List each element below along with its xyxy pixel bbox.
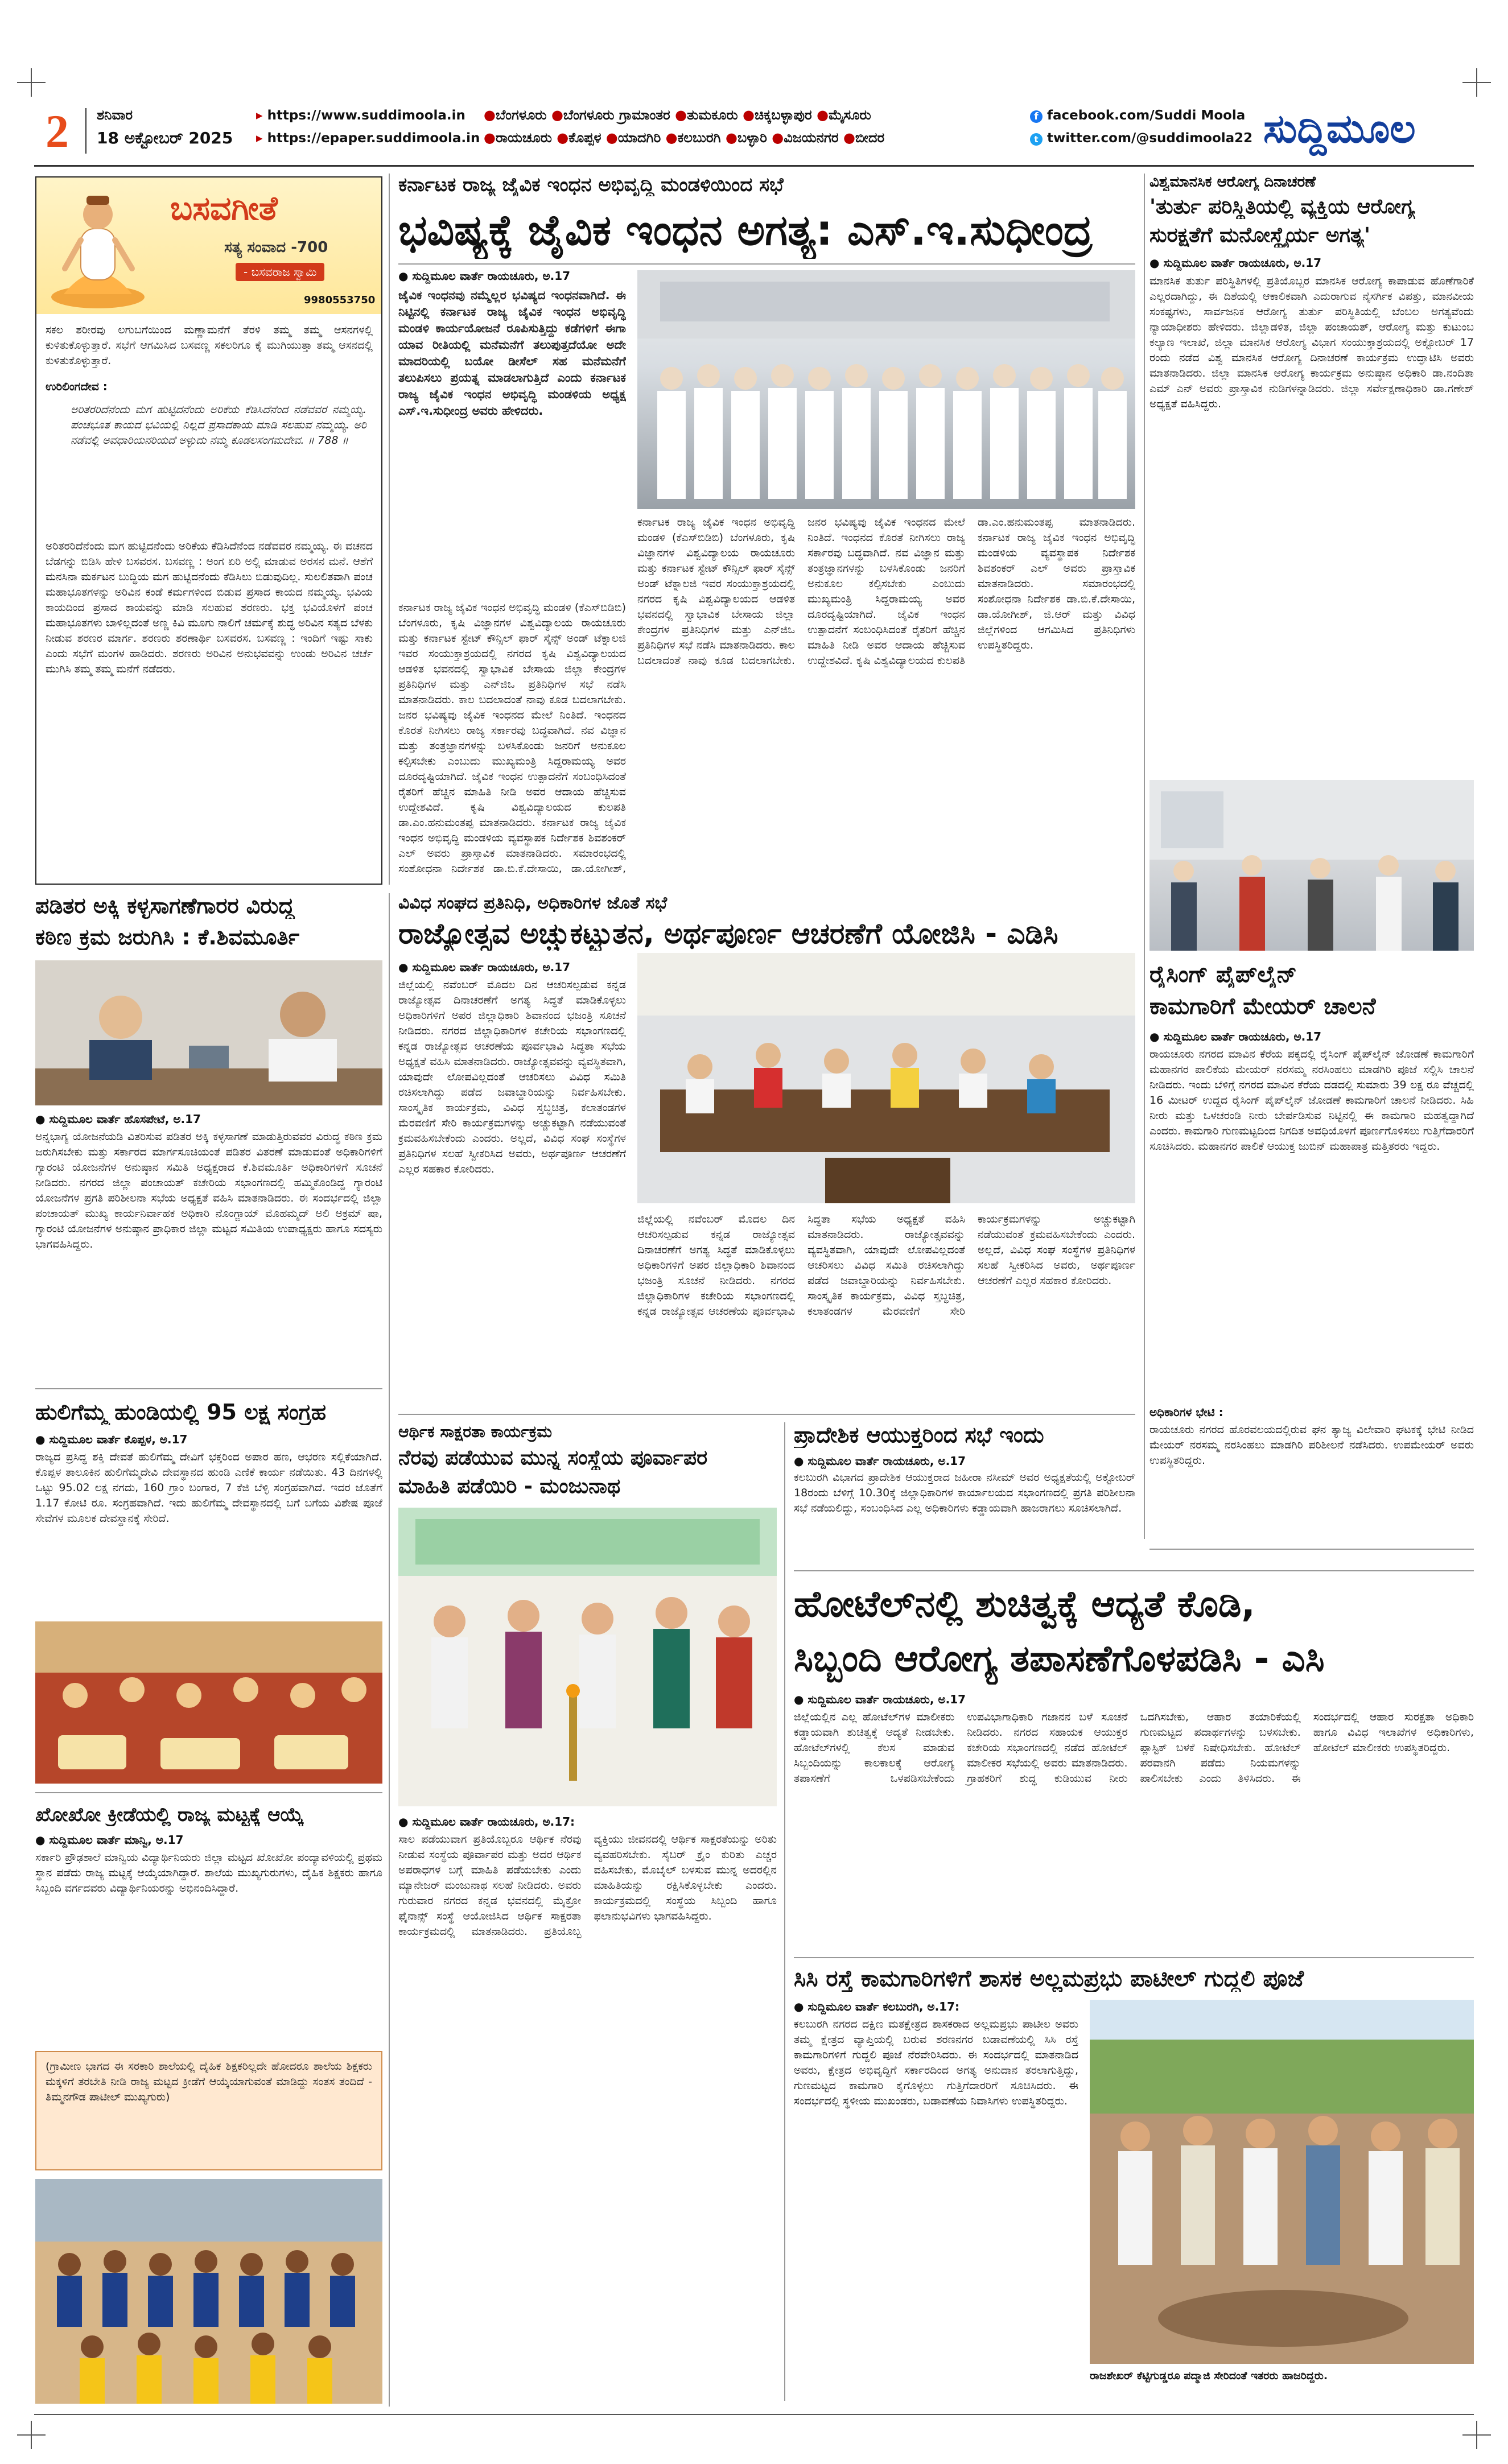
health-headline-2: ಸುರಕ್ಷತೆಗೆ ಮನೋಸ್ಥೈರ್ಯ ಅಗತ್ಯ' xyxy=(1149,224,1371,247)
meeting-byline: ● ಸುದ್ದಿಮೂಲ ವಾರ್ತೆ ರಾಯಚೂರು, ಅ.17 xyxy=(794,1454,966,1468)
issue-date: 18 ಅಕ್ಟೋಬರ್ 2025 xyxy=(97,129,233,147)
footer-rule xyxy=(34,2414,1474,2415)
city: ಚಿಕ್ಕಬಳ್ಳಾಪುರ xyxy=(755,107,812,123)
cc-story xyxy=(794,1966,1474,2407)
basavagite-banner xyxy=(36,178,381,314)
cc-caption: ರಾಜಶೇಖರ್ ಕೆಟ್ಟಿಗುಡ್ಡರೂ ಪದ್ಮಾಜಿ ಸೇರಿದಂತೆ ಇತರರು ಹಾಜರಿದ್ದರು. xyxy=(1090,2370,1328,2382)
cities-row-2: ●ರಾಯಚೂರು ●ಕೊಪ್ಪಳ ●ಯಾದಗಿರಿ ●ಕಲಬುರಗಿ ●ಬಳ್ಳಾರಿ ●ವಿಜಯನಗರ ●ಬೀದರ xyxy=(484,130,885,146)
city: ಬಳ್ಳಾರಿ xyxy=(737,130,767,146)
hundi-photo xyxy=(35,1621,382,1784)
cc-photo xyxy=(1090,2000,1474,2364)
health-photo xyxy=(1149,780,1474,951)
twitter-icon: t xyxy=(1030,133,1043,146)
column-rule xyxy=(784,1422,785,2401)
meeting-story xyxy=(794,1422,1135,1565)
epaper-link[interactable]: ▸ https://epaper.suddimoola.in xyxy=(256,131,480,146)
health-kicker: ವಿಶ್ವಮಾನಸಿಕ ಆರೋಗ್ಯ ದಿನಾಚರಣೆ xyxy=(1149,174,1316,191)
city: ಬೆಂಗಳೂರು xyxy=(495,107,547,123)
column-rule xyxy=(389,893,390,2407)
rajyotsava-story xyxy=(398,893,1135,1408)
section-rule xyxy=(398,1414,1135,1415)
section-rule xyxy=(794,1570,1474,1571)
crop-mark xyxy=(1462,68,1491,97)
health-body: ಮಾನಸಿಕ ತುರ್ತು ಪರಿಸ್ಥಿತಿಗಳಲ್ಲಿ ಪ್ರತಿಯೊಬ್ಬರ ಮಾನಸಿಕ ಆರೋಗ್ಯ ಕಾಪಾಡುವ ಹೊಣೆಗಾರಿಕೆ ಎಲ್ಲರದಾಗಿದ್ದು, ಈ ದಿಶೆಯಲ್ಲಿ ಆಕಾಲಿಕವಾಗಿ ಎದುರಾಗುವ ನೈಸರ್ಗಿಕ ವಿಪತ್ತು, ಮಾನವೀಯ ಸಂಕಷ್ಟಗಳು, ಸಾರ್ವಜನಿಕ ಆರೋಗ್ಯ ತುರ್ತು ಪರಿಸ್ಥಿತಿಯಲ್ಲಿ ಬೆಂಬಲ ಅಗತ್ಯವೆಂದು ನ್ಯಾಯಾಧೀಶರು ಹೇಳಿದರು. ಜಿಲ್ಲಾಡಳಿತ, ಜಿಲ್ಲಾ ಪಂಚಾಯತ್, ಆರೋಗ್ಯ ಮತ್ತು ಕುಟುಂಬ ಕಲ್ಯಾಣ ಇಲಾಖೆ, ಜಿಲ್ಲಾ ಮಾನಸಿಕ ಆರೋಗ್ಯ ವಿಭಾಗ ಸಂಯುಕ್ತಾಶ್ರಯದಲ್ಲಿ ಅಕ್ಟೋಬರ್ 17 ರಂದು ನಡೆದ ವಿಶ್ವ ಮಾನಸಿಕ ಆರೋಗ್ಯ ದಿನಾಚರಣೆ ಕಾರ್ಯಕ್ರಮ ಉದ್ಘಾಟಿಸಿ ಅವರು ಮಾತನಾಡಿದರು. ಜಿಲ್ಲಾ ಮಾನಸಿಕ ಆರೋಗ್ಯ ಕಾರ್ಯಕ್ರಮ ಅನುಷ್ಠಾನ ಅಧಿಕಾರಿ ಡಾ.ನಂದಿತಾ ಎಮ್ ಎನ್ ಅವರು ಪ್ರಾಸ್ತಾವಿಕ ನುಡಿಗಳನ್ನಾಡಿದರು. ಜಿಲ್ಲಾ ಸರ್ವೇಕ್ಷಣಾಧಿಕಾರಿ ಡಾ.ಗಣೇಶ್ ಅಧ್ಯಕ್ಷತೆ ವಹಿಸಿದ್ದರು. xyxy=(1149,275,1474,410)
basavagite-author: - ಬಸವರಾಜ ಸ್ವಾಮಿ xyxy=(236,263,324,281)
hundi-story xyxy=(35,1400,382,1798)
lead-body-col1: ಕರ್ನಾಟಕ ರಾಜ್ಯ ಜೈವಿಕ ಇಂಧನ ಅಭಿವೃದ್ಧಿ ಮಂಡಳಿ (ಕೆಎಸ್‌ಬಿಡಿಬಿ) ಬೆಂಗಳೂರು, ಕೃಷಿ ವಿಜ್ಞಾನಗಳ ವಿಶ್ವವಿದ್ಯಾಲಯ ರಾಯಚೂರು ಮತ್ತು ಕರ್ನಾಟಕ ಸ್ಟೇಟ್ ಕೌನ್ಸಿಲ್ ಫಾರ್ ಸೈನ್ಸ್ ಅಂಡ್ ಟೆಕ್ನಾಲಜಿ ಇವರ ಸಂಯುಕ್ತಾಶ್ರಯದಲ್ಲಿ ನಗರದ ಕೃಷಿ ವಿಶ್ವವಿದ್ಯಾಲಯದ ಆಡಳಿತ ಭವನದಲ್ಲಿ ಸ್ವಾಭಾವಿಕ ಬೇಸಾಯ ಜಿಲ್ಲಾ ಕೇಂದ್ರಗಳ ಪ್ರತಿನಿಧಿಗಳ ಮತ್ತು ಎನ್‌ಜಿಒ ಪ್ರತಿನಿಧಿಗಳ ಸಭೆ ನಡೆಸಿ ಮಾತನಾಡಿದರು. ಕಾಲ ಬದಲಾದಂತೆ ನಾವು ಕೂಡ ಬದಲಾಗಬೇಕು. ಜನರ ಭವಿಷ್ಯವು ಜೈವಿಕ ಇಂಧನದ ಮೇಲೆ ನಿಂತಿದೆ. ಇಂಧನದ ಕೊರತೆ ನೀಗಿಸಲು ರಾಜ್ಯ ಸರ್ಕಾರವು ಬದ್ಧವಾಗಿದೆ. ನವ ವಿಜ್ಞಾನ ಮತ್ತು ತಂತ್ರಜ್ಞಾನಗಳನ್ನು ಬಳಸಿಕೊಂಡು ಜನರಿಗೆ ಅನುಕೂಲ ಕಲ್ಪಿಸಬೇಕು ಎಂಬುದು ಮುಖ್ಯಮಂತ್ರಿ ಸಿದ್ದರಾಮಯ್ಯ ಅವರ ದೂರದೃಷ್ಟಿಯಾಗಿದೆ. ಜೈವಿಕ ಇಂಧನ ಉತ್ಪಾದನೆಗೆ ಸಂಬಂಧಿಸಿದಂತೆ ರೈತರಿಗೆ ಹೆಚ್ಚಿನ ಮಾಹಿತಿ ನೀಡಿ ಅವರ ಆದಾಯ ಹೆಚ್ಚಿಸುವ ಉದ್ದೇಶವಿದೆ. ಕೃಷಿ ವಿಶ್ವವಿದ್ಯಾಲಯದ ಕುಲಪತಿ ಡಾ.ಎಂ.ಹನುಮಂತಪ್ಪ ಮಾತನಾಡಿದರು. ಕರ್ನಾಟಕ ರಾಜ್ಯ ಜೈವಿಕ ಇಂಧನ ಅಭಿವೃದ್ಧಿ ಮಂಡಳಿಯ ವ್ಯವಸ್ಥಾಪಕ ನಿರ್ದೇಶಕ ಶಿವಶಂಕರ್ ಎಲ್ ಅವರು ಪ್ರಾಸ್ತಾವಿಕ ಮಾತನಾಡಿದರು. ಸಮಾರಂಭದಲ್ಲಿ ಸಂಶೋಧನಾ ನಿರ್ದೇಶಕ ಡಾ.ಬಿ.ಕೆ.ದೇಸಾಯಿ, ಡಾ.ಯೋಗೀಶ್, xyxy=(398,601,626,875)
city: ಮೈಸೂರು xyxy=(829,107,871,123)
logo: ಸುದ್ದಿಮೂಲ xyxy=(1263,105,1416,152)
city: ತುಮಕೂರು xyxy=(687,107,738,123)
akki-photo xyxy=(35,960,382,1105)
hundi-body: ರಾಜ್ಯದ ಪ್ರಸಿದ್ಧ ಶಕ್ತಿ ದೇವತೆ ಹುಲಿಗೆಮ್ಮ ದೇವಿಗೆ ಭಕ್ತರಿಂದ ಅಪಾರ ಹಣ, ಆಭರಣ ಸಲ್ಲಿಕೆಯಾಗಿದೆ. ಕೊಪ್ಪಳ ತಾಲೂಕಿನ ಹುಲಿಗೆಮ್ಮದೇವಿ ದೇವಸ್ಥಾನದ ಹುಂಡಿ ಎಣಿಕೆ ಕಾರ್ಯ ನಡೆಯಿತು. 43 ದಿನಗಳಲ್ಲಿ ಒಟ್ಟು 95.02 ಲಕ್ಷ ನಗದು, 160 ಗ್ರಾಂ ಬಂಗಾರ, 7 ಕೆಜಿ ಬೆಳ್ಳಿ ಸಂಗ್ರಹವಾಗಿದೆ. ಇದರ ಜೊತೆಗೆ 1.17 ಕೋಟಿ ರೂ. ಸಂಗ್ರಹವಾಗಿದೆ. ಇದು ಹುಲಿಗೆಮ್ಮ ದೇವಸ್ಥಾನದಲ್ಲಿ ಬಗೆ ಬಗೆಯ ವಿಶೇಷ ಪೂಜೆ ಸೇವೆಗಳ ಮೂಲಕ ದೇವಸ್ಥಾನಕ್ಕೆ ಸೇರಿದೆ. xyxy=(35,1451,382,1525)
rajyotsava-photo xyxy=(637,953,1135,1203)
website-link[interactable]: ▸ https://www.suddimoola.in xyxy=(256,108,465,123)
piping-headline-1: ರೈಸಿಂಗ್ ಪೈಪ್‌ಲೈನ್ xyxy=(1149,961,1297,988)
lead-headline: ಭವಿಷ್ಯಕ್ಕೆ ಜೈವಿಕ ಇಂಧನ ಅಗತ್ಯ: ಎಸ್.ಇ.ಸುಧೀಂದ್ರ xyxy=(398,206,1093,255)
lead-byline: ● ಸುದ್ದಿಮೂಲ ವಾರ್ತೆ ರಾಯಚೂರು, ಅ.17 xyxy=(398,269,571,283)
page-number: 2 xyxy=(46,105,69,157)
hotel-headline-2: ಸಿಬ್ಬಂದಿ ಆರೋಗ್ಯ ತಪಾಸಣೆಗೊಳಪಡಿಸಿ - ಎಸಿ xyxy=(794,1638,1325,1680)
section-rule xyxy=(35,1388,382,1389)
rajyotsava-body-cols: ಜಿಲ್ಲೆಯಲ್ಲಿ ನವೆಂಬರ್ ಮೊದಲ ದಿನ ಆಚರಿಸಲ್ಪಡುವ ಕನ್ನಡ ರಾಜ್ಯೋತ್ಸವ ದಿನಾಚರಣೆಗೆ ಅಗತ್ಯ ಸಿದ್ಧತೆ ಮಾಡಿಕೊಳ್ಳಲು ಅಧಿಕಾರಿಗಳಿಗೆ ಅಪರ ಜಿಲ್ಲಾಧಿಕಾರಿ ಶಿವಾನಂದ ಭಜಂತ್ರಿ ಸೂಚನೆ ನೀಡಿದರು. ನಗರದ ಜಿಲ್ಲಾಧಿಕಾರಿಗಳ ಕಚೇರಿಯ ಸಭಾಂಗಣದಲ್ಲಿ ಕನ್ನಡ ರಾಜ್ಯೋತ್ಸವ ಆಚರಣೆಯ ಪೂರ್ವಭಾವಿ ಸಿದ್ಧತಾ ಸಭೆಯ ಅಧ್ಯಕ್ಷತೆ ವಹಿಸಿ ಮಾತನಾಡಿದರು. ರಾಜ್ಯೋತ್ಸವವನ್ನು ವ್ಯವಸ್ಥಿತವಾಗಿ, ಯಾವುದೇ ಲೋಪವಿಲ್ಲದಂತೆ ಆಚರಿಸಲು ವಿವಿಧ ಸಮಿತಿ ರಚಿಸಲಾಗಿದ್ದು ಪಡೆದ ಜವಾಬ್ದಾರಿಯನ್ನು ನಿರ್ವಹಿಸಬೇಕು. ಸಾಂಸ್ಕೃತಿಕ ಕಾರ್ಯಕ್ರಮ, ವಿವಿಧ ಸ್ತಬ್ಧಚಿತ್ರ, ಕಲಾತಂಡಗಳ ಮೆರವಣಿಗೆ ಸೇರಿ ಕಾರ್ಯಕ್ರಮಗಳನ್ನು ಅಚ್ಚುಕಟ್ಟಾಗಿ ನಡೆಯುವಂತೆ ಕ್ರಮವಹಿಸಬೇಕೆಂದು ಎಂದರು. ಅಲ್ಲದೆ, ವಿವಿಧ ಸಂಘ ಸಂಸ್ಥೆಗಳ ಪ್ರತಿನಿಧಿಗಳ ಸಲಹೆ ಸ್ವೀಕರಿಸಿದ ಅವರು, ಅರ್ಥಪೂರ್ಣ ಆಚರಣೆಗೆ ಎಲ್ಲರ ಸಹಕಾರ ಕೋರಿದರು. xyxy=(637,1213,1135,1318)
city: ಕಲಬುರಗಿ xyxy=(677,130,721,146)
artha-headline-2: ಮಾಹಿತಿ ಪಡೆಯಿರಿ - ಮಂಜುನಾಥ xyxy=(398,1475,621,1498)
health-story xyxy=(1149,174,1474,953)
section-rule xyxy=(1149,1549,1474,1550)
twitter-link[interactable]: t twitter.com/@suddimoola22 xyxy=(1030,131,1252,146)
hundi-headline: ಹುಲಿಗೆಮ್ಮ ಹುಂಡಿಯಲ್ಲಿ 95 ಲಕ್ಷ ಸಂಗ್ರಹ xyxy=(35,1400,327,1425)
hundi-byline: ● ಸುದ್ದಿಮೂಲ ವಾರ್ತೆ ಕೊಪ್ಪಳ, ಅ.17 xyxy=(35,1433,188,1446)
kho-quote: (ಗ್ರಾಮೀಣ ಭಾಗದ ಈ ಸರಕಾರಿ ಶಾಲೆಯಲ್ಲಿ ದೈಹಿಕ ಶಿಕ್ಷಕರಿಲ್ಲದೇ ಹೋದರೂ ಶಾಲೆಯ ಶಿಕ್ಷಕರು ಮಕ್ಕಳಿಗೆ ತರಬೇತಿ ನೀಡಿ ರಾಜ್ಯ ಮಟ್ಟದ ಕ್ರೀಡೆಗೆ ಆಯ್ಕೆಯಾಗುವಂತೆ ಮಾಡಿದ್ದು ಸಂತಸ ತಂದಿದೆ - ತಿಮ್ಮನಗೌಡ ಪಾಟೀಲ್ ಮುಖ್ಯಗುರು) xyxy=(35,2051,382,2170)
cc-headline: ಸಿಸಿ ರಸ್ತೆ ಕಾಮಗಾರಿಗಳಿಗೆ ಶಾಸಕ ಅಲ್ಲಮಪ್ರಭು ಪಾಟೀಲ್ ಗುದ್ದಲಿ ಪೂಜೆ xyxy=(794,1966,1304,1992)
masthead-rule xyxy=(34,165,1474,167)
artha-body: ಸಾಲ ಪಡೆಯುವಾಗ ಪ್ರತಿಯೊಬ್ಬರೂ ಆರ್ಥಿಕ ನೆರವು ನೀಡುವ ಸಂಸ್ಥೆಯ ಪೂರ್ವಾಪರ ಮತ್ತು ಅದರ ಆರ್ಥಿಕ ಅಪರಾಧಗಳ ಬಗ್ಗೆ ಮಾಹಿತಿ ಪಡೆಯಬೇಕು ಎಂದು ಮ್ಯಾನೇಜರ್ ಮಂಜುನಾಥ ಸಲಹೆ ನೀಡಿದರು. ಅವರು ಗುರುವಾರ ನಗರದ ಕನ್ನಡ ಭವನದಲ್ಲಿ ಮೈಕ್ರೋ ಫೈನಾನ್ಸ್ ಸಂಸ್ಥೆ ಆಯೋಜಿಸಿದ ಆರ್ಥಿಕ ಸಾಕ್ಷರತಾ ಕಾರ್ಯಕ್ರಮದಲ್ಲಿ ಮಾತನಾಡಿದರು. ಪ್ರತಿಯೊಬ್ಬ ವ್ಯಕ್ತಿಯು ಜೀವನದಲ್ಲಿ ಆರ್ಥಿಕ ಸಾಕ್ಷರತೆಯನ್ನು ಅರಿತು ವ್ಯವಹರಿಸಬೇಕು. ಸೈಬರ್ ಕ್ರೈಂ ಕುರಿತು ಎಚ್ಚರ ವಹಿಸಬೇಕು, ಮೊಬೈಲ್ ಬಳಸುವ ಮುನ್ನ ಅದರಲ್ಲಿನ ಮಾಹಿತಿಯನ್ನು ರಕ್ಷಿಸಿಕೊಳ್ಳಬೇಕು ಎಂದರು. ಕಾರ್ಯಕ್ರಮದಲ್ಲಿ ಸಂಸ್ಥೆಯ ಸಿಬ್ಬಂದಿ ಹಾಗೂ ಫಲಾನುಭವಿಗಳು ಭಾಗವಹಿಸಿದ್ದರು. xyxy=(398,1833,777,1938)
basavagite-body: ಅರಿತರರಿದೆನೆಂದು ಮಗ ಹುಟ್ಟಿದನೆಂದು ಅರಿಕೆಯ ಕೆಡಿಸಿದೆನೆಂದ ನಡೆವವರ ನಮ್ಮಯ್ಯ. ಈ ವಚನದ ಬೆಡಗನ್ನು ಬಿಡಿಸಿ ಹೇಳಿ ಬಸವರಸ. ಬಸವಣ್ಣ : ಅಂಗ ಏರಿ ಅಲ್ಲಿ ಮಾಡುವ ಅರಸನ ಮನೆ. ಆಶೆಗೆ ಮನಸಿನಾ ಮರ್ಕಟನ ಬುದ್ಧಿಯ ಮಗ ಹುಟ್ಟಿದನೆಂದು ಕೆಡಿಸಿಲು ಬಿಡುವುದಿಲ್ಲ. ಸುಲಲಿತವಾಗಿ ಪಂಚ ಮಹಾಭೂತಗಳನ್ನು ಅರಿವಿನ ಕಂಡೆ ಕರ್ಮಗಳಿಂದ ಬಿಡುವ ಪ್ರಸಾದ ಕಾಯದ ನಮ್ಮಯ್ಯ. ಭವಿಯ ಕಾಯದಿಂದ ಪ್ರಸಾದ ಕಾಯವನ್ನು ಮಾಡಿ ಸಲಹುವ ಶರಣರು. ಭಕ್ತ ಭವಿಯೊಳಗೆ ಪಂಚ ಮಹಾಭೂತಗಳು ಬಾಳಿಲ್ಲದಂತೆ ಅಣ್ಣ ಕಿವಿ ಮೂಗು ನಾಲಿಗೆ ಚರ್ಮಕ್ಕೆ ಶುದ್ಧ ಅರಿವಿನ ಸತ್ಯದ ಬೆಳಕು ನೀಡುವ ಶರಣರ ಮಾರ್ಗ. ಶರಣರು ಶರಣಾರ್ಥಿ ಬಸವರಸ. ಬಸವಣ್ಣ : ಇಂದಿಗೆ ಇಷ್ಟು ಸಾಕು ಎಂದು ಸಭೆಗೆ ಮಂಗಳ ಹಾಡಿದರು. ಶರಣರು ಅರಿವಿನ ಅನುಭವವನ್ನು ಉಂಡು ಅರಿವಿನ ಚರ್ಚೆ ಮುಗಿಸಿ ತಮ್ಮ ತಮ್ಮ ಮನೆಗೆ ನಡೆದರು. xyxy=(46,540,373,675)
basavagite-title: ಬಸವಗೀತೆ xyxy=(170,189,278,228)
basavanna-illustration xyxy=(47,183,149,311)
kho-byline: ● ಸುದ್ದಿಮೂಲ ವಾರ್ತೆ ಮಾನ್ವಿ, ಅ.17 xyxy=(35,1833,184,1847)
facebook-icon: f xyxy=(1030,110,1043,123)
lead-story xyxy=(398,174,1135,882)
facebook-link[interactable]: f facebook.com/Suddi Moola xyxy=(1030,108,1245,123)
artha-photo xyxy=(398,1508,777,1806)
artha-kicker: ಆರ್ಥಿಕ ಸಾಕ್ಷರತಾ ಕಾರ್ಯಕ್ರಮ xyxy=(398,1422,553,1441)
hotel-story xyxy=(794,1579,1474,1951)
lead-kicker: ಕರ್ನಾಟಕ ರಾಜ್ಯ ಜೈವಿಕ ಇಂಧನ ಅಭಿವೃದ್ಧಿ ಮಂಡಳಿಯಿಂದ ಸಭೆ xyxy=(398,174,784,196)
cc-body: ಕಲಬುರಗಿ ನಗರದ ದಕ್ಷಿಣ ಮತಕ್ಷೇತ್ರದ ಶಾಸಕರಾದ ಅಲ್ಲಮಪ್ರಭು ಪಾಟೀಲ ಅವರು ತಮ್ಮ ಕ್ಷೇತ್ರದ ವ್ಯಾಪ್ತಿಯಲ್ಲಿ ಬರುವ ಶರಣನಗರ ಬಡಾವಣೆಯಲ್ಲಿ ಸಿಸಿ ರಸ್ತೆ ಕಾಮಗಾರಿಗಳಿಗೆ ಗುದ್ದಲಿ ಪೂಜೆ ನೆರವೇರಿಸಿದರು. ಈ ಸಂದರ್ಭದಲ್ಲಿ ಮಾತನಾಡಿದ ಅವರು, ಕ್ಷೇತ್ರದ ಅಭಿವೃದ್ಧಿಗೆ ಸರ್ಕಾರದಿಂದ ಅಗತ್ಯ ಅನುದಾನ ತರಲಾಗುತ್ತಿದ್ದು, ಗುಣಮಟ್ಟದ ಕಾಮಗಾರಿ ಕೈಗೊಳ್ಳಲು ಗುತ್ತಿಗೆದಾರರಿಗೆ ಸೂಚಿಸಿದರು. ಈ ಸಂದರ್ಭದಲ್ಲಿ ಸ್ಥಳೀಯ ಮುಖಂಡರು, ಬಡಾವಣೆಯ ನಿವಾಸಿಗಳು ಉಪಸ್ಥಿತರಿದ್ದರು. xyxy=(794,2018,1078,2107)
section-rule xyxy=(794,1957,1474,1958)
artha-story xyxy=(398,1422,777,2401)
rajyotsava-byline: ● ಸುದ್ದಿಮೂಲ ವಾರ್ತೆ ರಾಯಚೂರು, ಅ.17 xyxy=(398,960,571,974)
lead-rule xyxy=(398,263,1135,265)
city: ಕೊಪ್ಪಳ xyxy=(568,130,601,146)
health-headline-1: 'ತುರ್ತು ಪರಿಸ್ಥಿತಿಯಲ್ಲಿ ವ್ಯಕ್ತಿಯ ಆರೋಗ್ಯ xyxy=(1149,195,1415,218)
rajyotsava-kicker: ವಿವಿಧ ಸಂಘದ ಪ್ರತಿನಿಧಿ, ಅಧಿಕಾರಿಗಳ ಜೊತೆ ಸಭೆ xyxy=(398,893,668,913)
issue-day: ಶನಿವಾರ xyxy=(97,107,133,123)
masthead-divider xyxy=(85,108,86,154)
meeting-body: ಕಲಬುರಗಿ ವಿಭಾಗದ ಪ್ರಾದೇಶಿಕ ಆಯುಕ್ತರಾದ ಜಹೀರಾ ನಸೀಮ್ ಅವರ ಅಧ್ಯಕ್ಷತೆಯಲ್ಲಿ ಅಕ್ಟೋಬರ್ 18ರಂದು ಬೆಳಿಗ್ಗೆ 10.30ಕ್ಕೆ ಜಿಲ್ಲಾಧಿಕಾರಿಗಳ ಕಾರ್ಯಾಲಯದ ಸಭಾಂಗಣದಲ್ಲಿ ಪ್ರಗತಿ ಪರಿಶೀಲನಾ ಸಭೆ ನಡೆಯಲಿದ್ದು, ಸಂಬಂಧಿಸಿದ ಎಲ್ಲ ಅಧಿಕಾರಿಗಳು ಕಡ್ಡಾಯವಾಗಿ ಹಾಜರಾಗಲು ಸೂಚಿಸಲಾಗಿದೆ. xyxy=(794,1471,1135,1514)
akki-byline: ● ಸುದ್ದಿಮೂಲ ವಾರ್ತೆ ಹೊಸಪೇಟೆ, ಅ.17 xyxy=(35,1112,201,1126)
akki-body: ಅನ್ನಭಾಗ್ಯ ಯೋಜನೆಯಡಿ ವಿತರಿಸುವ ಪಡಿತರ ಅಕ್ಕಿ ಕಳ್ಳಸಾಗಣೆ ಮಾಡುತ್ತಿರುವವರ ವಿರುದ್ಧ ಕಠಿಣ ಕ್ರಮ ಜರುಗಿಸಬೇಕು ಮತ್ತು ಸರ್ಕಾರದ ಮಾರ್ಗಸೂಚಿಯಂತೆ ಪಡಿತರ ವಿತರಣೆ ಮಾಡುವಂತೆ ಅಧಿಕಾರಿಗಳಿಗೆ ಗ್ಯಾರಂಟಿ ಯೋಜನೆಗಳ ಅನುಷ್ಠಾನ ಸಮಿತಿ ಅಧ್ಯಕ್ಷರಾದ ಕೆ.ಶಿವಮೂರ್ತಿ ಅಧಿಕಾರಿಗಳಿಗೆ ಸೂಚನೆ ನೀಡಿದರು. ನಗರದ ಜಿಲ್ಲಾ ಪಂಚಾಯತ್ ಕಚೇರಿಯ ಸಭಾಂಗಣದಲ್ಲಿ ಹಮ್ಮಿಕೊಂಡಿದ್ದ ಗ್ಯಾರಂಟಿ ಯೋಜನೆಗಳ ಪ್ರಗತಿ ಪರಿಶೀಲನಾ ಸಭೆಯ ಅಧ್ಯಕ್ಷತೆ ವಹಿಸಿ ಮಾತನಾಡಿದರು. ಈ ಸಂದರ್ಭದಲ್ಲಿ ಜಿಲ್ಲಾ ಪಂಚಾಯತ್ ಮುಖ್ಯ ಕಾರ್ಯನಿರ್ವಾಹಕ ಅಧಿಕಾರಿ ನೊಂಗ್ಜಾಯ್ ಮೊಹಮ್ಮದ್ ಅಲಿ ಅಕ್ರಮ್ ಷಾ, ಗ್ಯಾರಂಟಿ ಯೋಜನೆಗಳ ಅನುಷ್ಠಾನ ಪ್ರಾಧಿಕಾರ ಜಿಲ್ಲಾ ಮಟ್ಟದ ಸಮಿತಿಯ ಉಪಾಧ್ಯಕ್ಷರು ಹಾಗೂ ಸದಸ್ಯರು ಭಾಗವಹಿಸಿದ್ದರು. xyxy=(35,1130,382,1250)
artha-byline: ● ಸುದ್ದಿಮೂಲ ವಾರ್ತೆ ರಾಯಚೂರು, ಅ.17: xyxy=(398,1815,575,1829)
city: ವಿಜಯನಗರ xyxy=(784,130,839,146)
akki-headline-2: ಕಠಿಣ ಕ್ರಮ ಜರುಗಿಸಿ : ಕೆ.ಶಿವಮೂರ್ತಿ xyxy=(35,924,300,950)
rajyotsava-body-left: ಜಿಲ್ಲೆಯಲ್ಲಿ ನವೆಂಬರ್ ಮೊದಲ ದಿನ ಆಚರಿಸಲ್ಪಡುವ ಕನ್ನಡ ರಾಜ್ಯೋತ್ಸವ ದಿನಾಚರಣೆಗೆ ಅಗತ್ಯ ಸಿದ್ಧತೆ ಮಾಡಿಕೊಳ್ಳಲು ಅಧಿಕಾರಿಗಳಿಗೆ ಅಪರ ಜಿಲ್ಲಾಧಿಕಾರಿ ಶಿವಾನಂದ ಭಜಂತ್ರಿ ಸೂಚನೆ ನೀಡಿದರು. ನಗರದ ಜಿಲ್ಲಾಧಿಕಾರಿಗಳ ಕಚೇರಿಯ ಸಭಾಂಗಣದಲ್ಲಿ ಕನ್ನಡ ರಾಜ್ಯೋತ್ಸವ ಆಚರಣೆಯ ಪೂರ್ವಭಾವಿ ಸಿದ್ಧತಾ ಸಭೆಯ ಅಧ್ಯಕ್ಷತೆ ವಹಿಸಿ ಮಾತನಾಡಿದರು. ರಾಜ್ಯೋತ್ಸವವನ್ನು ವ್ಯವಸ್ಥಿತವಾಗಿ, ಯಾವುದೇ ಲೋಪವಿಲ್ಲದಂತೆ ಆಚರಿಸಲು ವಿವಿಧ ಸಮಿತಿ ರಚಿಸಲಾಗಿದ್ದು ಪಡೆದ ಜವಾಬ್ದಾರಿಯನ್ನು ನಿರ್ವಹಿಸಬೇಕು. ಸಾಂಸ್ಕೃತಿಕ ಕಾರ್ಯಕ್ರಮ, ವಿವಿಧ ಸ್ತಬ್ಧಚಿತ್ರ, ಕಲಾತಂಡಗಳ ಮೆರವಣಿಗೆ ಸೇರಿ ಕಾರ್ಯಕ್ರಮಗಳನ್ನು ಅಚ್ಚುಕಟ್ಟಾಗಿ ನಡೆಯುವಂತೆ ಕ್ರಮವಹಿಸಬೇಕೆಂದು ಎಂದರು. ಅಲ್ಲದೆ, ವಿವಿಧ ಸಂಘ ಸಂಸ್ಥೆಗಳ ಪ್ರತಿನಿಧಿಗಳ ಸಲಹೆ ಸ್ವೀಕರಿಸಿದ ಅವರು, ಅರ್ಥಪೂರ್ಣ ಆಚರಣೆಗೆ ಎಲ್ಲರ ಸಹಕಾರ ಕೋರಿದರು. xyxy=(398,979,626,1175)
piping-sub-body: ರಾಯಚೂರು ನಗರದ ಹೊರವಲಯದಲ್ಲಿರುವ ಘನ ತ್ಯಾಜ್ಯ ವಿಲೇವಾರಿ ಘಟಕಕ್ಕೆ ಭೇಟಿ ನೀಡಿದ ಮೇಯರ್ ನರಸಮ್ಮ ನರಸಿಂಹಲು ಮಾಡಗಿರಿ ಪರಿಶೀಲನೆ ನಡೆಸಿದರು. ಉಪಮೇಯರ್ ಅವರು ಉಪಸ್ಥಿತರಿದ್ದರು. xyxy=(1149,1423,1474,1467)
column-rule xyxy=(389,174,390,885)
crop-mark xyxy=(17,2421,46,2449)
hotel-body: ಜಿಲ್ಲೆಯಲ್ಲಿನ ಎಲ್ಲ ಹೋಟೆಲ್‌ಗಳ ಮಾಲೀಕರು ಕಡ್ಡಾಯವಾಗಿ ಶುಚಿತ್ವಕ್ಕೆ ಆದ್ಯತೆ ನೀಡಬೇಕು. ಹೋಟೆಲ್‌ಗಳಲ್ಲಿ ಕೆಲಸ ಮಾಡುವ ಸಿಬ್ಬಂದಿಯನ್ನು ಕಾಲಕಾಲಕ್ಕೆ ಆರೋಗ್ಯ ತಪಾಸಣೆಗೆ ಒಳಪಡಿಸಬೇಕೆಂದು ಉಪವಿಭಾಗಾಧಿಕಾರಿ ಗಜಾನನ ಬಳೆ ಸೂಚನೆ ನೀಡಿದರು. ನಗರದ ಸಹಾಯಕ ಆಯುಕ್ತರ ಕಚೇರಿಯ ಸಭಾಂಗಣದಲ್ಲಿ ನಡೆದ ಹೋಟೆಲ್ ಮಾಲೀಕರ ಸಭೆಯಲ್ಲಿ ಅವರು ಮಾತನಾಡಿದರು. ಗ್ರಾಹಕರಿಗೆ ಶುದ್ಧ ಕುಡಿಯುವ ನೀರು ಒದಗಿಸಬೇಕು, ಆಹಾರ ತಯಾರಿಕೆಯಲ್ಲಿ ಗುಣಮಟ್ಟದ ಪದಾರ್ಥಗಳನ್ನು ಬಳಸಬೇಕು. ಪ್ಲಾಸ್ಟಿಕ್ ಬಳಕೆ ನಿಷೇಧಿಸಬೇಕು. ಹೋಟೆಲ್ ಪರವಾನಗಿ ಪಡೆದು ನಿಯಮಗಳನ್ನು ಪಾಲಿಸಬೇಕು ಎಂದು ತಿಳಿಸಿದರು. ಈ ಸಂದರ್ಭದಲ್ಲಿ ಆಹಾರ ಸುರಕ್ಷತಾ ಅಧಿಕಾರಿ ಹಾಗೂ ವಿವಿಧ ಇಲಾಖೆಗಳ ಅಧಿಕಾರಿಗಳು, ಹೋಟೆಲ್ ಮಾಲೀಕರು ಉಪಸ್ಥಿತರಿದ್ದರು. xyxy=(794,1711,1474,1785)
cities-row-1: ●ಬೆಂಗಳೂರು ●ಬೆಂಗಳೂರು ಗ್ರಾಮಾಂತರ ●ತುಮಕೂರು ●ಚಿಕ್ಕಬಳ್ಳಾಪುರ ●ಮೈಸೂರು xyxy=(484,107,871,123)
crop-mark xyxy=(17,68,46,97)
kho-story xyxy=(35,1803,382,2407)
hotel-headline-1: ಹೋಟೆಲ್‌ನಲ್ಲಿ ಶುಚಿತ್ವಕ್ಕೆ ಆದ್ಯತೆ ಕೊಡಿ, xyxy=(794,1583,1255,1625)
akki-headline-1: ಪಡಿತರ ಅಕ್ಕಿ ಕಳ್ಳಸಾಗಣೆಗಾರರ ವಿರುದ್ಧ xyxy=(35,893,295,918)
basavagite-box xyxy=(35,176,382,885)
lead-body-cols: ಕರ್ನಾಟಕ ರಾಜ್ಯ ಜೈವಿಕ ಇಂಧನ ಅಭಿವೃದ್ಧಿ ಮಂಡಳಿ (ಕೆಎಸ್‌ಬಿಡಿಬಿ) ಬೆಂಗಳೂರು, ಕೃಷಿ ವಿಜ್ಞಾನಗಳ ವಿಶ್ವವಿದ್ಯಾಲಯ ರಾಯಚೂರು ಮತ್ತು ಕರ್ನಾಟಕ ಸ್ಟೇಟ್ ಕೌನ್ಸಿಲ್ ಫಾರ್ ಸೈನ್ಸ್ ಅಂಡ್ ಟೆಕ್ನಾಲಜಿ ಇವರ ಸಂಯುಕ್ತಾಶ್ರಯದಲ್ಲಿ ನಗರದ ಕೃಷಿ ವಿಶ್ವವಿದ್ಯಾಲಯದ ಆಡಳಿತ ಭವನದಲ್ಲಿ ಸ್ವಾಭಾವಿಕ ಬೇಸಾಯ ಜಿಲ್ಲಾ ಕೇಂದ್ರಗಳ ಪ್ರತಿನಿಧಿಗಳ ಮತ್ತು ಎನ್‌ಜಿಒ ಪ್ರತಿನಿಧಿಗಳ ಸಭೆ ನಡೆಸಿ ಮಾತನಾಡಿದರು. ಕಾಲ ಬದಲಾದಂತೆ ನಾವು ಕೂಡ ಬದಲಾಗಬೇಕು. ಜನರ ಭವಿಷ್ಯವು ಜೈವಿಕ ಇಂಧನದ ಮೇಲೆ ನಿಂತಿದೆ. ಇಂಧನದ ಕೊರತೆ ನೀಗಿಸಲು ರಾಜ್ಯ ಸರ್ಕಾರವು ಬದ್ಧವಾಗಿದೆ. ನವ ವಿಜ್ಞಾನ ಮತ್ತು ತಂತ್ರಜ್ಞಾನಗಳನ್ನು ಬಳಸಿಕೊಂಡು ಜನರಿಗೆ ಅನುಕೂಲ ಕಲ್ಪಿಸಬೇಕು ಎಂಬುದು ಮುಖ್ಯಮಂತ್ರಿ ಸಿದ್ದರಾಮಯ್ಯ ಅವರ ದೂರದೃಷ್ಟಿಯಾಗಿದೆ. ಜೈವಿಕ ಇಂಧನ ಉತ್ಪಾದನೆಗೆ ಸಂಬಂಧಿಸಿದಂತೆ ರೈತರಿಗೆ ಹೆಚ್ಚಿನ ಮಾಹಿತಿ ನೀಡಿ ಅವರ ಆದಾಯ ಹೆಚ್ಚಿಸುವ ಉದ್ದೇಶವಿದೆ. ಕೃಷಿ ವಿಶ್ವವಿದ್ಯಾಲಯದ ಕುಲಪತಿ ಡಾ.ಎಂ.ಹನುಮಂತಪ್ಪ ಮಾತನಾಡಿದರು. ಕರ್ನಾಟಕ ರಾಜ್ಯ ಜೈವಿಕ ಇಂಧನ ಅಭಿವೃದ್ಧಿ ಮಂಡಳಿಯ ವ್ಯವಸ್ಥಾಪಕ ನಿರ್ದೇಶಕ ಶಿವಶಂಕರ್ ಎಲ್ ಅವರು ಪ್ರಾಸ್ತಾವಿಕ ಮಾತನಾಡಿದರು. ಸಮಾರಂಭದಲ್ಲಿ ಸಂಶೋಧನಾ ನಿರ್ದೇಶಕ ಡಾ.ಬಿ.ಕೆ.ದೇಸಾಯಿ, ಡಾ.ಯೋಗೀಶ್, ಜಿ.ಆರ್ ಮತ್ತು ವಿವಿಧ ಜಿಲ್ಲೆಗಳಿಂದ ಆಗಮಿಸಿದ ಪ್ರತಿನಿಧಿಗಳು ಉಪಸ್ಥಿತರಿದ್ದರು. xyxy=(637,516,1135,667)
kho-headline: ಖೋಖೋ ಕ್ರೀಡೆಯಲ್ಲಿ ರಾಜ್ಯ ಮಟ್ಟಕ್ಕೆ ಆಯ್ಕೆ xyxy=(35,1803,304,1826)
basavagite-verse: ಅರಿತರರಿದೆನೆಂದು ಮಗ ಹುಟ್ಟಿದನೆಂದು ಅರಿಕೆಯ ಕೆಡಿಸಿದೆನೆಂದ ನಡೆವವರ ನಮ್ಮಯ್ಯ. ಪಂಚಭೂತ ಕಾಯದ ಭವಿಯಲ್ಲಿ ನಿಲ್ಲದ ಪ್ರಸಾದಕಾಯ ಮಾಡಿ ಸಲಹುವ ನಮ್ಮಯ್ಯ. ಅರಿ ನಡೆವಲ್ಲಿ ಅವಧಾರಿಯನರಿಯದೆ ಅಳ್ಳುದು ನಮ್ಮ ಕೂಡಲಸಂಗಮದೇವ. ॥ 788 ॥ xyxy=(71,403,366,447)
section-rule xyxy=(35,1792,382,1793)
city: ಯಾದಗಿರಿ xyxy=(617,130,661,146)
rajyotsava-headline: ರಾಜ್ಯೋತ್ಸವ ಅಚ್ಚುಕಟ್ಟುತನ, ಅರ್ಥಪೂರ್ಣ ಆಚರಣೆಗೆ ಯೋಜಿಸಿ - ಎಡಿಸಿ xyxy=(398,917,1058,950)
city: ಬೀದರ xyxy=(855,130,885,146)
cc-byline: ● ಸುದ್ದಿಮೂಲ ವಾರ್ತೆ ಕಲಬುರಗಿ, ಅ.17: xyxy=(794,2000,960,2013)
group-photo xyxy=(637,270,1135,509)
lead-lede: ಜೈವಿಕ ಇಂಧನವು ನಮ್ಮೆಲ್ಲರ ಭವಿಷ್ಯದ ಇಂಧನವಾಗಿದೆ. ಈ ನಿಟ್ಟಿನಲ್ಲಿ ಕರ್ನಾಟಕ ರಾಜ್ಯ ಜೈವಿಕ ಇಂಧನ ಅಭಿವೃದ್ಧಿ ಮಂಡಳಿ ಕಾರ್ಯಯೋಜನೆ ರೂಪಿಸುತ್ತಿದ್ದು ಕಡೆಗಳಿಗೆ ಈಗಾ ಯಾವ ರೀತಿಯಲ್ಲಿ ಮನೆಮನೆಗೆ ತಲುಪುತ್ತದೆಯೋ ಅದೇ ಮಾದರಿಯಲ್ಲಿ ಬಯೋ ಡೀಸೆಲ್ ಸಹ ಮನೆಮನೆಗೆ ತಲುಪಿಸಲು ಪ್ರಯತ್ನ ಮಾಡಲಾಗುತ್ತಿದೆ ಎಂದು ಕರ್ನಾಟಕ ರಾಜ್ಯ ಜೈವಿಕ ಇಂಧನ ಅಭಿವೃದ್ಧಿ ಮಂಡಳಿಯ ಅಧ್ಯಕ್ಷ ಎಸ್.ಇ.ಸುಧೀಂದ್ರ ಅವರು ಹೇಳಿದರು. xyxy=(398,288,626,418)
masthead xyxy=(34,102,1474,159)
artha-headline-1: ನೆರವು ಪಡೆಯುವ ಮುನ್ನ ಸಂಸ್ಥೆಯ ಪೂರ್ವಾಪರ xyxy=(398,1446,708,1470)
crop-mark xyxy=(1462,2421,1491,2449)
piping-story xyxy=(1149,961,1474,1542)
basavagite-phone: 9980553750 xyxy=(304,294,376,306)
city: ರಾಯಚೂರು xyxy=(495,130,552,146)
city: ಬೆಂಗಳೂರು ಗ್ರಾಮಾಂತರ xyxy=(563,107,670,123)
kho-photo xyxy=(35,2179,382,2404)
city-bullet: ● xyxy=(484,107,496,123)
piping-byline: ● ಸುದ್ದಿಮೂಲ ವಾರ್ತೆ ರಾಯಚೂರು, ಅ.17 xyxy=(1149,1030,1322,1043)
meeting-headline: ಪ್ರಾದೇಶಿಕ ಆಯುಕ್ತರಿಂದ ಸಭೆ ಇಂದು xyxy=(794,1422,1044,1447)
piping-subhead: ಅಧಿಕಾರಿಗಳ ಭೇಟಿ : xyxy=(1149,1405,1223,1419)
akki-story xyxy=(35,893,382,1462)
piping-headline-2: ಕಾಮಗಾರಿಗೆ ಮೇಯರ್ ಚಾಲನೆ xyxy=(1149,993,1376,1020)
basavagite-intro: ಸಕಲ ಶರೀರವು ಲಗುಬಗೆಯಿಂದ ಮಣ್ಣಾಮನೆಗೆ ತೆರಳಿ ತಮ್ಮ ತಮ್ಮ ಆಸನಗಳಲ್ಲಿ ಕುಳಿತುಕೊಳ್ಳುತ್ತಾರೆ. ಸಭೆಗೆ ಆಗಮಿಸಿದ ಬಸವಣ್ಣ ಸಕಲರಿಗೂ ಕೈ ಮುಗಿಯುತ್ತಾ ತಮ್ಮ ಆಸನದಲ್ಲಿ ಕುಳಿತುಕೊಳ್ಳುತ್ತಾರೆ. xyxy=(46,324,373,367)
hotel-byline: ● ಸುದ್ದಿಮೂಲ ವಾರ್ತೆ ರಾಯಚೂರು, ಅ.17 xyxy=(794,1693,966,1706)
piping-body: ರಾಯಚೂರು ನಗರದ ಮಾವಿನ ಕೆರೆಯ ಪಕ್ಕದಲ್ಲಿ ರೈಸಿಂಗ್ ಪೈಪ್‌ಲೈನ್ ಜೋಡಣೆ ಕಾಮಗಾರಿಗೆ ಮಹಾನಗರ ಪಾಲಿಕೆಯ ಮೇಯರ್ ನರಸಮ್ಮ ನರಸಿಂಹಲು ಮಾಡಗಿರಿ ಪೂಜೆ ಸಲ್ಲಿಸಿ ಚಾಲನೆ ನೀಡಿದರು. ಇಂದು ಬೆಳಿಗ್ಗೆ ನಗರದ ಮಾವಿನ ಕೆರೆಯ ದಡದಲ್ಲಿ ಸುಮಾರು 39 ಲಕ್ಷ ರೂ ವೆಚ್ಚದಲ್ಲಿ 16 ಮೀಟರ್ ಉದ್ದದ ರೈಸಿಂಗ್ ಪೈಪ್‌ಲೈನ್ ಜೋಡಣೆ ಕಾಮಗಾರಿಗೆ ಚಾಲನೆ ನೀಡಿದರು. ಸಿಹಿ ನೀರು ಮತ್ತು ಒಳಚರಂಡಿ ನೀರು ಬೇರ್ಪಡಿಸುವ ನಿಟ್ಟಿನಲ್ಲಿ ಈ ಕಾಮಗಾರಿ ಮಹತ್ವದ್ದಾಗಿದೆ ಎಂದರು. ಕಾಮಗಾರಿ ಗುಣಮಟ್ಟದಿಂದ ನಿಗದಿತ ಅವಧಿಯೊಳಗೆ ಪೂರ್ಣಗೊಳಿಸಲು ಗುತ್ತಿಗೆದಾರರಿಗೆ ಸೂಚಿಸಿದರು. ಮಹಾನಗರ ಪಾಲಿಕೆ ಆಯುಕ್ತ ಜುಬಿನ್ ಮಹಾಪಾತ್ರ ಮತ್ತಿತರರು ಇದ್ದರು. xyxy=(1149,1048,1474,1153)
health-byline: ● ಸುದ್ದಿಮೂಲ ವಾರ್ತೆ ರಾಯಚೂರು, ಅ.17 xyxy=(1149,256,1322,270)
basavagite-label: ಉರಿಲಿಂಗದೇವ : xyxy=(46,379,108,393)
basavagite-subtitle: ಸತ್ಯ ಸಂವಾದ -700 xyxy=(224,239,328,256)
column-rule xyxy=(1144,174,1145,1539)
kho-body: ಸರ್ಕಾರಿ ಪ್ರೌಢಶಾಲೆ ಮಾನ್ವಿಯ ವಿದ್ಯಾರ್ಥಿನಿಯರು ಜಿಲ್ಲಾ ಮಟ್ಟದ ಖೋಖೋ ಪಂದ್ಯಾವಳಿಯಲ್ಲಿ ಪ್ರಥಮ ಸ್ಥಾನ ಪಡೆದು ರಾಜ್ಯ ಮಟ್ಟಕ್ಕೆ ಆಯ್ಕೆಯಾಗಿದ್ದಾರೆ. ಶಾಲೆಯ ಮುಖ್ಯಗುರುಗಳು, ದೈಹಿಕ ಶಿಕ್ಷಕರು ಹಾಗೂ ಸಿಬ್ಬಂದಿ ವರ್ಗದವರು ವಿದ್ಯಾರ್ಥಿನಿಯರನ್ನು ಅಭಿನಂದಿಸಿದ್ದಾರೆ. xyxy=(35,1851,382,1895)
